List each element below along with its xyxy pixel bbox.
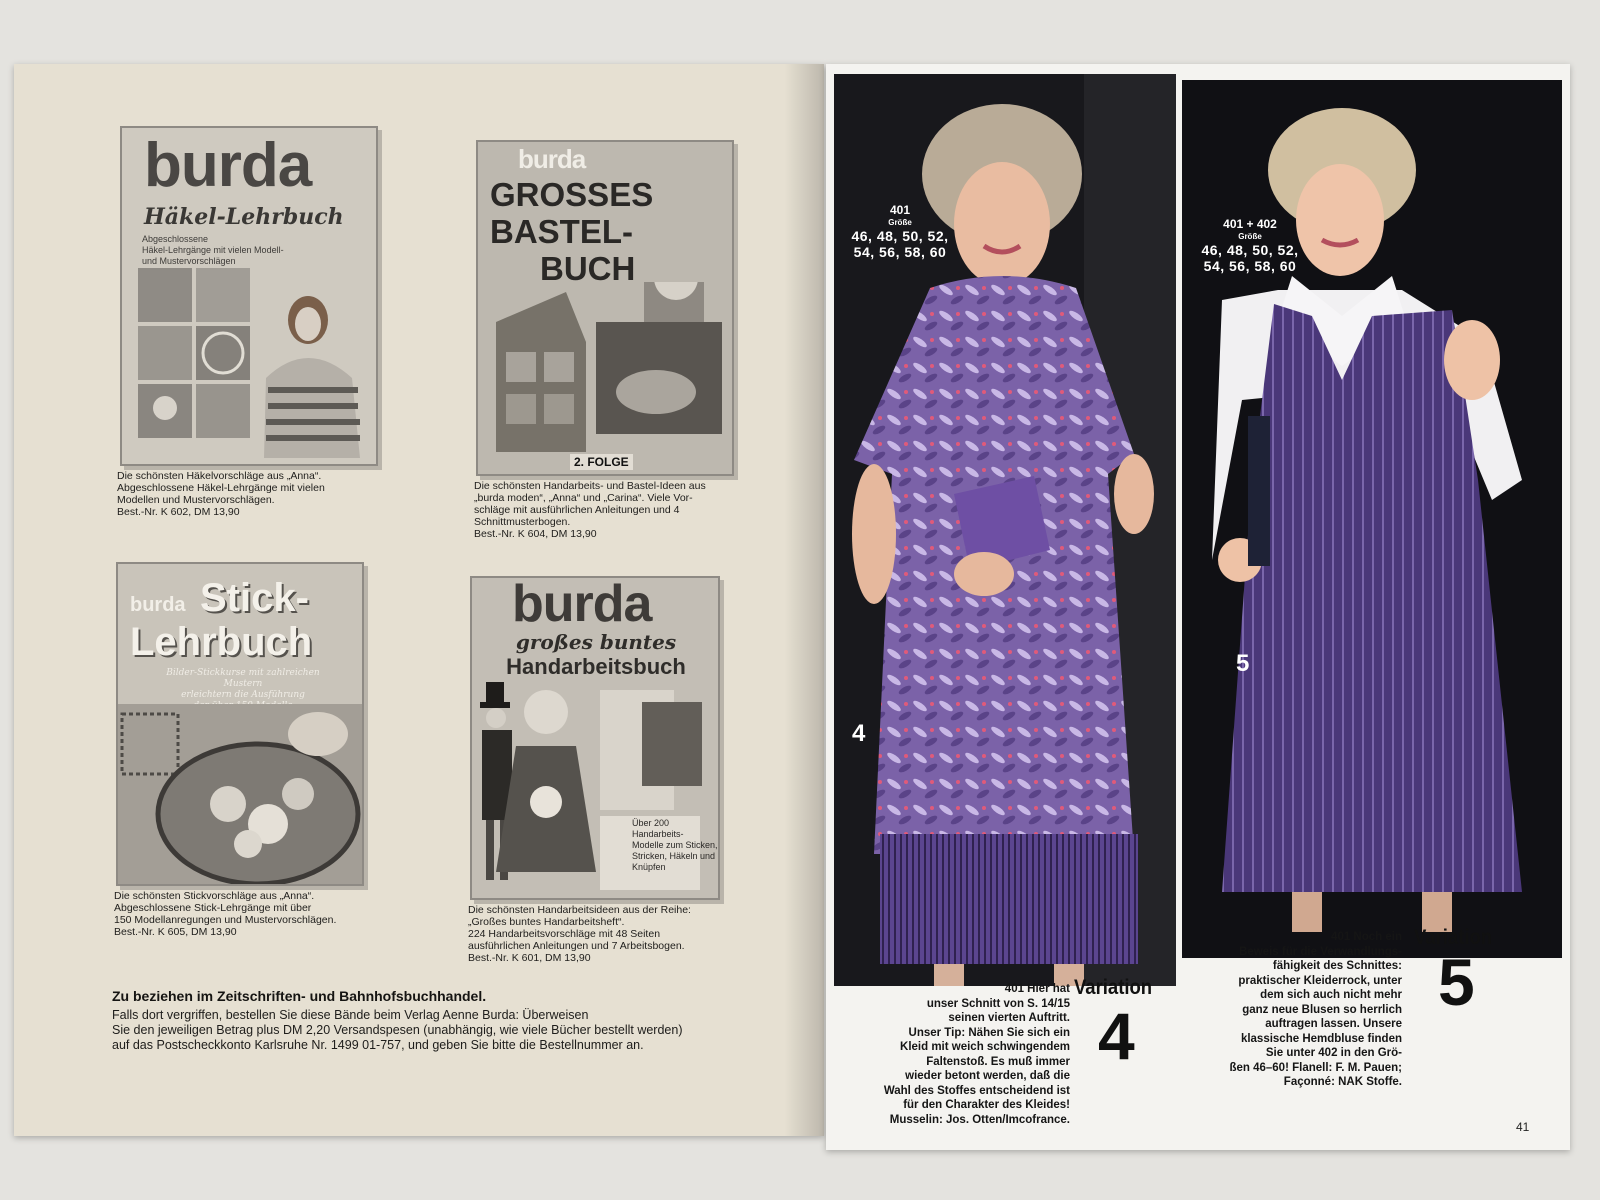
variation-5-description: 401 Noch ein Beweis für die Verwandlungs- fähigkeit des Schnittes: praktischer Kleiderrock, unter dem sich auch nicht mehr ganz neue Blusen so herrlich auftragen lassen. Unsere klassische Hemdbluse finden Sie unter 402 in den Grö- ßen 46–60! Flanell: F. M. Pauen; Façonné: NAK Stoffe. — [1229, 931, 1402, 1088]
cover-brand: burda — [518, 144, 586, 174]
left-page — [14, 64, 824, 1136]
variation-5-number: 5 — [1438, 945, 1475, 1019]
order-heading: Zu beziehen im Zeitschriften- und Bahnhofsbuchhandel. — [112, 988, 487, 1004]
cover-title: GROSSES BASTEL- BUCH — [490, 176, 654, 287]
book-caption: Die schönsten Stickvorschläge aus „Anna“. Abgeschlossene Stick-Lehrgänge mit über 150 Modellanregungen und Mustervorschlägen. Best.-Nr. K 605, DM 13,90 — [114, 890, 337, 938]
cover-brand: burda — [512, 576, 652, 633]
cover-note: Über 200 Handarbeits- Modelle zum Sticken, Stricken, Häkeln und Knüpfen — [632, 818, 718, 872]
photo-variation-4 — [834, 74, 1176, 986]
cover-subtitle: Bilder-Stickkurse mit zahlreichen Mustern erleichtern die Ausführung — [166, 668, 320, 700]
right-page — [826, 64, 1570, 1150]
photo-marker: 4 — [852, 720, 866, 747]
model-illustration-pinafore-dress — [1182, 80, 1562, 958]
book-cover-grosses-bastelbuch — [476, 140, 734, 476]
cover-title: Stick- Lehrbuch — [130, 576, 313, 664]
variation-4-number: 4 — [1098, 999, 1135, 1073]
cover-illustration-crochet-samples — [138, 268, 368, 460]
order-text: Falls dort vergriffen, bestellen Sie diese Bände beim Verlag Aenne Burda: Überweisen Sie den jeweiligen Betrag plus DM 2,20 Versandspesen (unabhängig, wie viele Bücher bestellt werden) auf das Postscheckkonto Karlsruhe Nr. 1499 01-757, und geben Sie bitte die Bestellnummer an. — [112, 1008, 683, 1052]
model-size-label: 401 + 402 Größe 46, 48, 50, 52, 54, 56, 58, 60 — [1201, 217, 1299, 274]
variation-5-heading: Variation — [1414, 926, 1493, 949]
model-size-label: 401 Größe 46, 48, 50, 52, 54, 56, 58, 60 — [851, 203, 949, 260]
variation-4-heading: Variation — [1074, 976, 1153, 999]
cover-brand: burda — [144, 131, 312, 200]
book-cover-stick-lehrbuch — [116, 562, 364, 886]
cover-title: großes buntes Handarbeitsbuch — [506, 630, 686, 679]
cover-illustration-embroidery-hoop — [118, 704, 362, 884]
book-cover-grosses-buntes-handarbeitsbuch — [470, 576, 720, 900]
cover-badge: 2. FOLGE — [570, 454, 633, 470]
page-number: 41 — [1516, 1120, 1530, 1134]
book-caption: Die schönsten Handarbeits- und Bastel-Ideen aus „burda moden“, „Anna“ und „Carina“. Viele Vor- schläge mit ausführlichen Anleitungen und 4 Schnittmusterbogen. Best.-Nr. K 604, DM 13,90 — [474, 480, 706, 540]
variation-4-description: 401 Hier hat unser Schnitt von S. 14/15 seinen vierten Auftritt. Unser Tip: Nähen Sie sich ein Kleid mit weich schwingendem Faltenstoß. Es muß immer wieder betont werden, daß die Wahl des Stoffes entscheidend ist für den Charakter des Kleides! Musselin: Jos. Otten/Imcofrance. — [883, 983, 1070, 1126]
cover-brand: burda — [130, 594, 186, 616]
cover-title: Häkel-Lehrbuch — [144, 204, 344, 230]
photo-marker: 5 — [1236, 650, 1250, 677]
book-caption: Die schönsten Häkelvorschläge aus „Anna“. Abgeschlossene Häkel-Lehrgänge mit vielen Modellen und Mustervorschlägen. Best.-Nr. K 602, DM 13,90 — [117, 470, 325, 518]
photo-variation-5 — [1182, 80, 1562, 958]
cover-illustration-dollhouse-clown — [486, 282, 726, 472]
book-caption: Die schönsten Handarbeitsideen aus der Reihe: „Großes buntes Handarbeitsheft“. 224 Handarbeitsvorschläge mit 48 Seiten ausführlichen Anleitungen und 7 Arbeitsbogen. Best.-Nr. K 601, DM 13,90 — [468, 904, 691, 964]
book-cover-haekel-lehrbuch — [120, 126, 378, 466]
cover-subtitle: Abgeschlossene Häkel-Lehrgänge mit vielen Modell- und Mustervorschlägen — [142, 234, 284, 266]
